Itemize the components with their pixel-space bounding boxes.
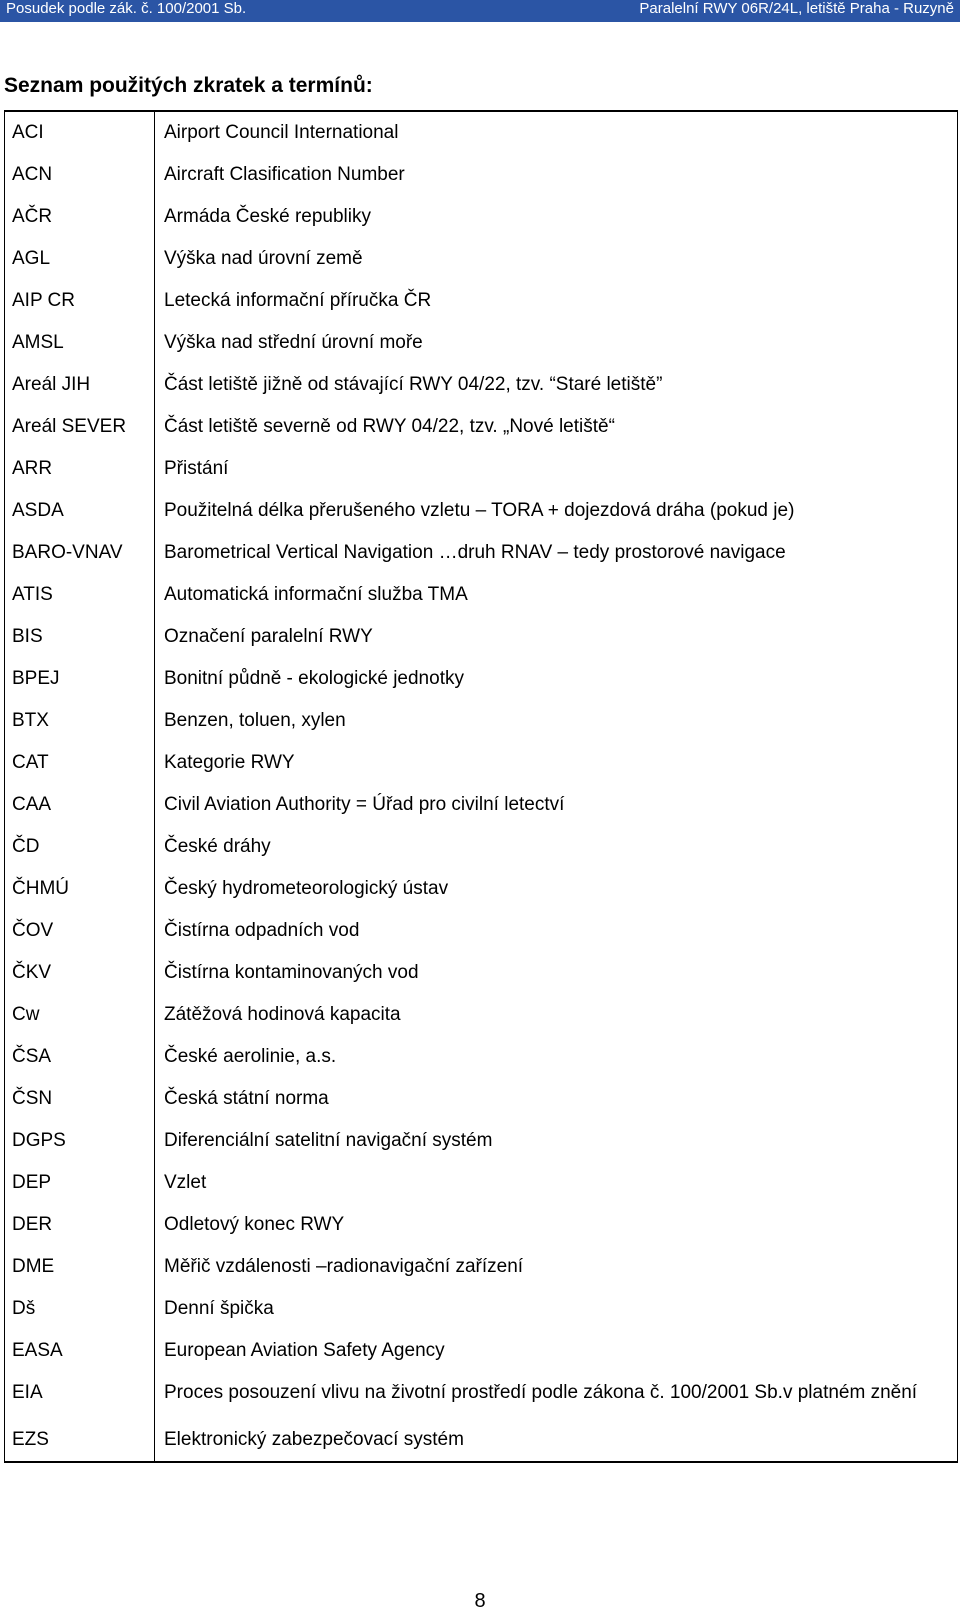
- definition-cell: Armáda České republiky: [155, 196, 958, 238]
- table-row: [5, 406, 958, 448]
- abbreviation-cell: CAA: [5, 784, 155, 826]
- definition-cell: Elektronický zabezpečovací systém: [155, 1419, 958, 1462]
- abbreviation-cell: ČHMÚ: [5, 868, 155, 910]
- table-row: [5, 448, 958, 490]
- definition-cell: Označení paralelní RWY: [155, 616, 958, 658]
- table-row: [5, 1419, 958, 1462]
- table-row: [5, 952, 958, 994]
- definition-cell: Přistání: [155, 448, 958, 490]
- abbreviations-table-body: [5, 111, 958, 1462]
- abbreviation-cell: EASA: [5, 1330, 155, 1372]
- table-row: [5, 784, 958, 826]
- table-row: [5, 574, 958, 616]
- definition-cell: Měřič vzdálenosti –radionavigační zařízení: [155, 1246, 958, 1288]
- abbreviation-cell: BPEJ: [5, 658, 155, 700]
- abbreviation-cell: DER: [5, 1204, 155, 1246]
- table-row: [5, 868, 958, 910]
- abbreviation-cell: EZS: [5, 1419, 155, 1462]
- definition-cell: Barometrical Vertical Navigation …druh RNAV – tedy prostorové navigace: [155, 532, 958, 574]
- definition-cell: Čistírna kontaminovaných vod: [155, 952, 958, 994]
- definition-cell: Vzlet: [155, 1162, 958, 1204]
- definition-cell: Část letiště jižně od stávající RWY 04/22, tzv. “Staré letiště”: [155, 364, 958, 406]
- table-row: [5, 111, 958, 154]
- abbreviation-cell: ČSA: [5, 1036, 155, 1078]
- abbreviation-cell: DEP: [5, 1162, 155, 1204]
- definition-cell: Civil Aviation Authority = Úřad pro civilní letectví: [155, 784, 958, 826]
- table-row: [5, 658, 958, 700]
- table-row: [5, 490, 958, 532]
- definition-cell: Čistírna odpadních vod: [155, 910, 958, 952]
- table-row: [5, 1036, 958, 1078]
- table-row: [5, 1162, 958, 1204]
- table-row: [5, 826, 958, 868]
- definition-cell: Proces posouzení vlivu na životní prostředí podle zákona č. 100/2001 Sb.v platném znění: [155, 1372, 958, 1419]
- abbreviation-cell: Dš: [5, 1288, 155, 1330]
- table-row: [5, 616, 958, 658]
- definition-cell: Denní špička: [155, 1288, 958, 1330]
- abbreviation-cell: ČKV: [5, 952, 155, 994]
- table-row: [5, 1204, 958, 1246]
- table-row: [5, 1288, 958, 1330]
- definition-cell: Část letiště severně od RWY 04/22, tzv. „Nové letiště“: [155, 406, 958, 448]
- definition-cell: European Aviation Safety Agency: [155, 1330, 958, 1372]
- abbreviation-cell: Areál JIH: [5, 364, 155, 406]
- abbreviation-cell: ARR: [5, 448, 155, 490]
- table-row: [5, 1246, 958, 1288]
- table-row: [5, 910, 958, 952]
- abbreviation-cell: DGPS: [5, 1120, 155, 1162]
- definition-cell: Airport Council International: [155, 111, 958, 154]
- definition-cell: Diferenciální satelitní navigační systém: [155, 1120, 958, 1162]
- table-row: [5, 322, 958, 364]
- table-row: [5, 1120, 958, 1162]
- abbreviation-cell: AGL: [5, 238, 155, 280]
- definition-cell: Kategorie RWY: [155, 742, 958, 784]
- abbreviation-cell: CAT: [5, 742, 155, 784]
- abbreviation-cell: DME: [5, 1246, 155, 1288]
- definition-cell: Letecká informační příručka ČR: [155, 280, 958, 322]
- definition-cell: Výška nad střední úrovní moře: [155, 322, 958, 364]
- definition-cell: Výška nad úrovní země: [155, 238, 958, 280]
- table-row: [5, 196, 958, 238]
- page-header: [0, 0, 960, 22]
- abbreviation-cell: ČOV: [5, 910, 155, 952]
- table-row: [5, 742, 958, 784]
- table-row: [5, 994, 958, 1036]
- table-row: [5, 532, 958, 574]
- abbreviation-cell: Areál SEVER: [5, 406, 155, 448]
- abbreviation-cell: ČSN: [5, 1078, 155, 1120]
- definition-cell: Bonitní půdně - ekologické jednotky: [155, 658, 958, 700]
- abbreviation-cell: ACI: [5, 111, 155, 154]
- table-row: [5, 154, 958, 196]
- table-row: [5, 700, 958, 742]
- abbreviation-cell: BIS: [5, 616, 155, 658]
- table-row: [5, 1078, 958, 1120]
- table-row: [5, 364, 958, 406]
- definition-cell: Česká státní norma: [155, 1078, 958, 1120]
- table-row: [5, 280, 958, 322]
- definition-cell: Aircraft Clasification Number: [155, 154, 958, 196]
- abbreviation-cell: ACN: [5, 154, 155, 196]
- abbreviation-cell: ASDA: [5, 490, 155, 532]
- header-project-title: Paralelní RWY 06R/24L, letiště Praha - Ruzyně: [639, 0, 954, 17]
- abbreviation-cell: AMSL: [5, 322, 155, 364]
- header-document-title: Posudek podle zák. č. 100/2001 Sb.: [6, 0, 247, 17]
- abbreviation-cell: AIP CR: [5, 280, 155, 322]
- table-row: [5, 1330, 958, 1372]
- page-number: 8: [474, 1590, 486, 1612]
- abbreviation-cell: ATIS: [5, 574, 155, 616]
- definition-cell: České aerolinie, a.s.: [155, 1036, 958, 1078]
- abbreviation-cell: Cw: [5, 994, 155, 1036]
- section-title: Seznam použitých zkratek a termínů:: [4, 74, 373, 97]
- abbreviation-cell: ČD: [5, 826, 155, 868]
- definition-cell: Automatická informační služba TMA: [155, 574, 958, 616]
- definition-cell: České dráhy: [155, 826, 958, 868]
- abbreviation-cell: EIA: [5, 1372, 155, 1419]
- table-row: [5, 1372, 958, 1419]
- definition-cell: Použitelná délka přerušeného vzletu – TORA + dojezdová dráha (pokud je): [155, 490, 958, 532]
- table-row: [5, 238, 958, 280]
- abbreviation-cell: BTX: [5, 700, 155, 742]
- abbreviation-cell: AČR: [5, 196, 155, 238]
- definition-cell: Benzen, toluen, xylen: [155, 700, 958, 742]
- definition-cell: Český hydrometeorologický ústav: [155, 868, 958, 910]
- definition-cell: Zátěžová hodinová kapacita: [155, 994, 958, 1036]
- abbreviations-table: [4, 110, 958, 1463]
- abbreviation-cell: BARO-VNAV: [5, 532, 155, 574]
- definition-cell: Odletový konec RWY: [155, 1204, 958, 1246]
